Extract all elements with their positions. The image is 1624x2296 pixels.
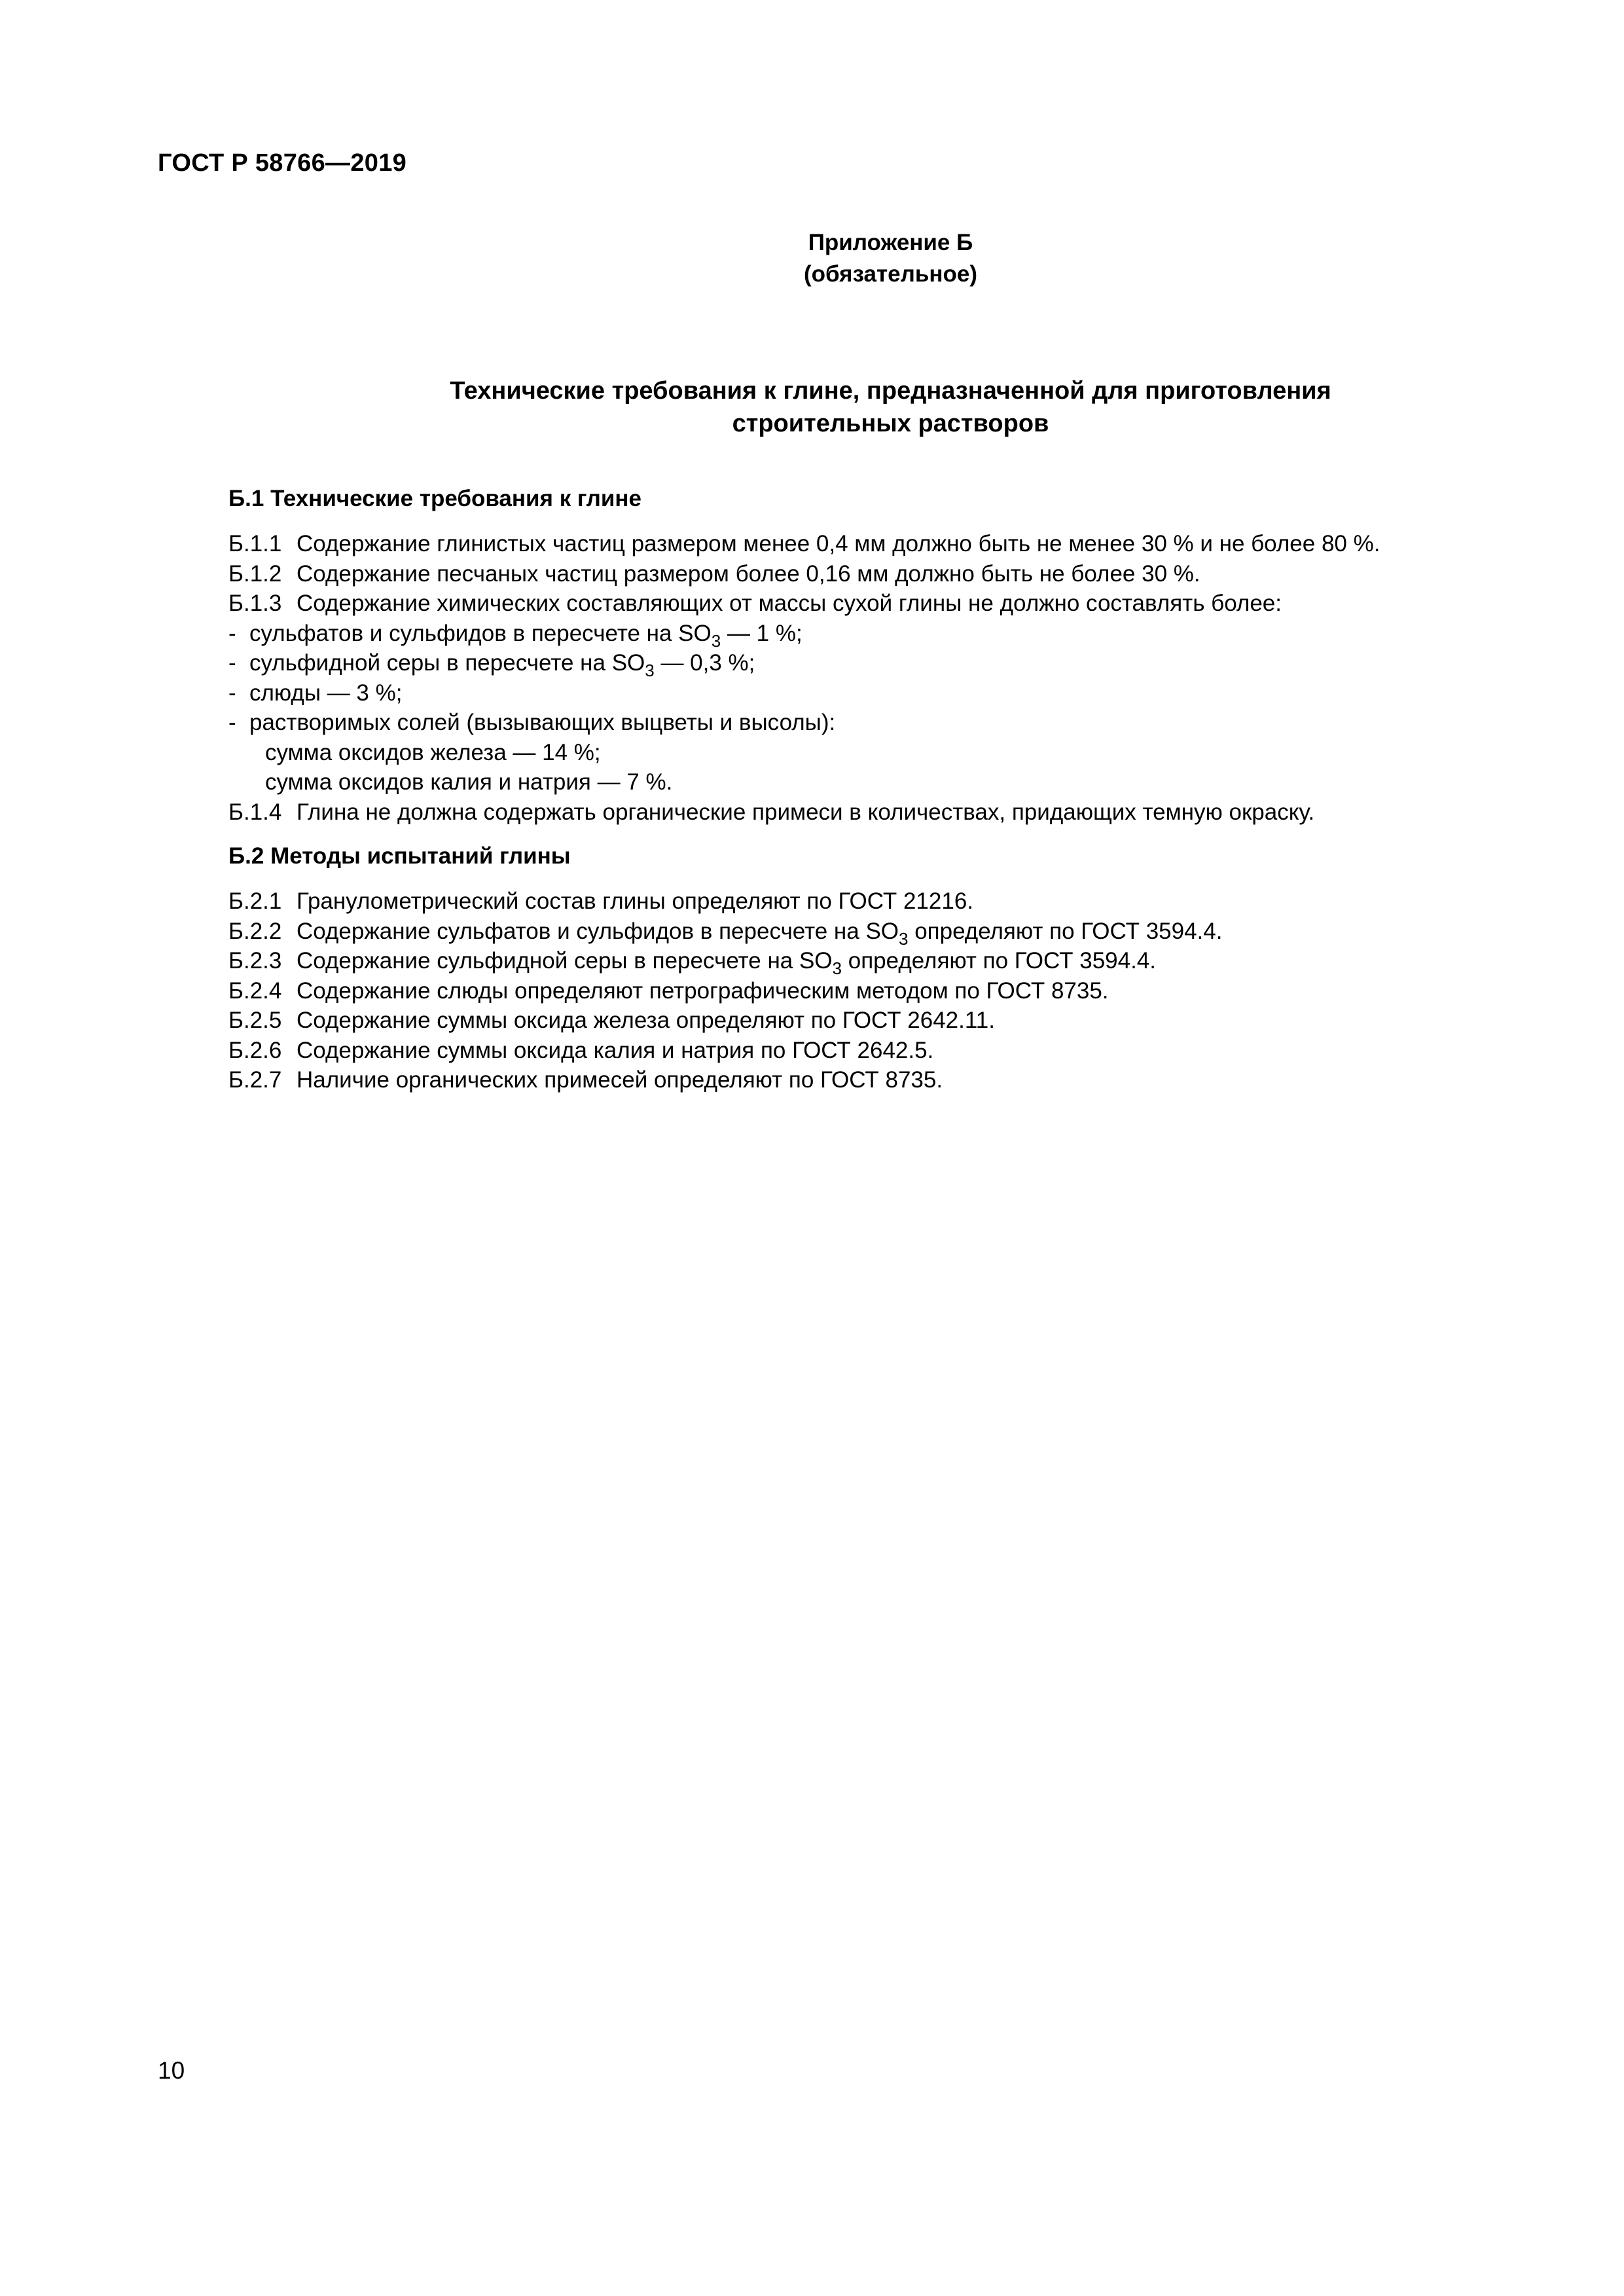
clause-text: определяют по ГОСТ 3594.4. [842, 948, 1157, 974]
bullet-dash: - [228, 680, 236, 706]
subscript: 3 [645, 661, 655, 680]
clause-number: Б.2.4 [228, 977, 282, 1004]
item-text: сульфатов и сульфидов в пересчете на SO [249, 620, 712, 646]
clause-number: Б.2.2 [228, 918, 282, 944]
appendix-label [79, 227, 1624, 290]
clause-text: Наличие органических примесей определяют по ГОСТ 8735. [297, 1067, 943, 1093]
section-b1-body [228, 529, 1380, 827]
subscript: 3 [899, 928, 909, 949]
bullet-dash: - [228, 620, 236, 646]
subscript: 3 [711, 630, 721, 651]
clause-text: определяют по ГОСТ 3594.4. [908, 918, 1223, 944]
sub-item: сумма оксидов железа — 14 %; [265, 739, 601, 765]
section-heading-b2: Б.2 Методы испытаний глины [228, 843, 571, 869]
clause-number: Б.1.4 [228, 799, 282, 825]
subscript: 3 [832, 958, 842, 978]
item-text: растворимых солей (вызывающих выцветы и высолы): [249, 710, 836, 735]
list-item [228, 619, 1380, 649]
clause-number: Б.1.2 [228, 560, 282, 587]
clause-text: Содержание песчаных частиц размером более 0,16 мм должно быть не более 30 %. [297, 560, 1200, 587]
clause-number: Б.1.3 [228, 591, 282, 616]
list-item [228, 1036, 1222, 1066]
appendix-title: Приложение Б [808, 230, 973, 255]
clause-text: Содержание слюды определяют петрографическим методом по ГОСТ 8735. [297, 977, 1109, 1004]
clause-text: Содержание сульфатов и сульфидов в пересчете на SO [297, 918, 899, 944]
title-line-2: строительных растворов [732, 410, 1049, 437]
clause-text: Содержание глинистых частиц размером менее 0,4 мм должно быть не менее 30 % и не более 80 %. [297, 531, 1380, 556]
list-item [228, 886, 1222, 917]
section-b2-body [228, 886, 1222, 1095]
clause-text: Содержание суммы оксида железа определяют по ГОСТ 2642.11. [297, 1008, 995, 1033]
item-text: сульфидной серы в пересчете на SO [249, 650, 645, 676]
list-item [228, 678, 1380, 708]
list-item [228, 917, 1222, 947]
clause-text: Глина не должна содержать органические примеси в количествах, придающих темную окраску. [297, 799, 1315, 825]
list-item [228, 946, 1222, 976]
list-item [228, 529, 1380, 559]
page-title [79, 374, 1624, 440]
list-item [228, 708, 1380, 738]
clause-number: Б.2.3 [228, 948, 282, 974]
clause-text: Содержание химических составляющих от массы сухой глины не должно составлять более: [297, 591, 1282, 616]
document-header: ГОСТ Р 58766—2019 [158, 149, 407, 177]
item-text: — 1 %; [721, 620, 803, 646]
list-item [228, 1006, 1222, 1036]
clause-number: Б.2.6 [228, 1037, 282, 1063]
clause-number: Б.1.1 [228, 531, 282, 556]
list-item [228, 976, 1222, 1006]
clause-number: Б.2.5 [228, 1008, 282, 1033]
list-item [228, 559, 1380, 589]
item-text: слюды — 3 %; [249, 680, 403, 706]
clause-number: Б.2.1 [228, 888, 282, 914]
item-text: — 0,3 %; [654, 650, 755, 676]
clause-text: Гранулометрический состав глины определяют по ГОСТ 21216. [297, 888, 974, 914]
appendix-status: (обязательное) [803, 261, 977, 287]
clause-text: Содержание сульфидной серы в пересчете на SO [297, 948, 833, 974]
bullet-dash: - [228, 710, 236, 735]
bullet-dash: - [228, 650, 236, 676]
clause-text: Содержание суммы оксида калия и натрия по ГОСТ 2642.5. [297, 1037, 934, 1063]
list-item [228, 797, 1380, 828]
title-line-1: Технические требования к глине, предназначенной для приготовления [450, 377, 1331, 405]
list-item [228, 1065, 1222, 1095]
list-item [228, 648, 1380, 678]
clause-number: Б.2.7 [228, 1067, 282, 1093]
list-item [228, 589, 1380, 619]
page-number: 10 [158, 2057, 185, 2084]
sub-item: сумма оксидов калия и натрия — 7 %. [265, 769, 673, 795]
section-heading-b1: Б.1 Технические требования к глине [228, 486, 641, 511]
